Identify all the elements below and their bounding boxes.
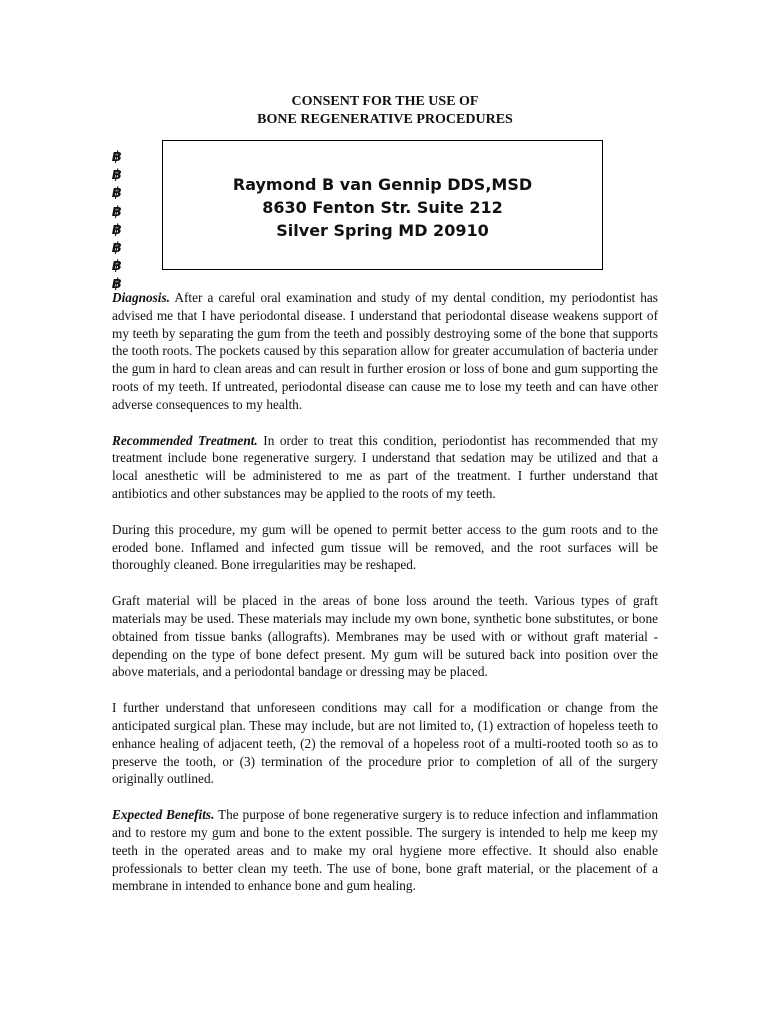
provider-name: Raymond B van Gennip DDS,MSD (232, 175, 533, 194)
paragraph-text: Graft material will be placed in the areas of bone loss around the teeth. Various types of graft materials may be used. These materials may include my own bone, synthetic bone substitutes, or bone obtained from tissue banks (allografts). Membranes may be used with or without graft material - depending on the type of bone defect present. My gum will be sutured back into position over the above materials, and a periodontal bandage or dressing may be placed. (112, 593, 658, 680)
paragraph-text: I further understand that unforeseen conditions may call for a modification or change from the anticipated surgical plan. These may include, but are not limited to, (1) extraction of hopeless teeth to enhance healing of adjacent teeth, (2) the removal of a hopeless root of a multi-rooted tooth so as to preserve the tooth, or (3) termination of the procedure prior to completion of all of the surgery originally outlined. (112, 700, 658, 787)
paragraph-procedure (112, 521, 658, 574)
paragraph-heading: Expected Benefits. (112, 807, 215, 823)
paragraph-text: In order to treat this condition, periodontist has recommended that my treatment include bone regenerative surgery. I understand that sedation may be utilized and that a local anesthetic will be administered to me as part of the treatment. I further understand that antibiotics and other substances may be applied to the roots of my teeth. (112, 432, 658, 501)
bullet-glyph: ฿ (112, 258, 122, 275)
bullet-glyph: ฿ (112, 203, 122, 220)
paragraph-heading: Recommended Treatment. (112, 432, 258, 448)
bullet-column (112, 148, 132, 294)
paragraph-heading: Diagnosis. (112, 290, 171, 305)
paragraph-text: The purpose of bone regenerative surgery is to reduce infection and inflammation and to restore my gum and bone to the extent possible. The surgery is intended to help me keep my teeth in the operated areas and to make my oral hygiene more effective. It should also enable professionals to better clean my teeth. The use of bone, bone graft material, or the placement of a membrane in intended to enhance bone and gum healing. (112, 807, 659, 894)
paragraph-diagnosis (112, 289, 658, 414)
paragraph-recommended-treatment (112, 432, 658, 503)
paragraph-graft-material (112, 592, 658, 681)
bullet-glyph: ฿ (112, 276, 122, 293)
provider-info-box (162, 140, 603, 270)
provider-city-state-zip: Silver Spring MD 20910 (276, 221, 489, 240)
document-title-line-1: CONSENT FOR THE USE OF (291, 94, 479, 109)
document-title-line-2: BONE REGENERATIVE PROCEDURES (257, 112, 513, 127)
consent-body (112, 289, 658, 913)
bullet-glyph: ฿ (112, 149, 122, 165)
paragraph-text: After a careful oral examination and study of my dental condition, my periodontist has advised me that I have periodontal disease. I understand that periodontal disease weakens support of my teeth by separating the gum from the teeth and possibly destroying some of the bone that supports the tooth roots. The pockets caused by this separation allow for greater accumulation of bacteria under the gum in hard to clean areas and can result in further erosion or loss of bone and gum supporting the roots of my teeth. If untreated, periodontal disease can cause me to lose my teeth and can have other adverse consequences to my health. (112, 290, 658, 412)
bullet-glyph: ฿ (112, 167, 122, 184)
bullet-glyph: ฿ (112, 221, 122, 238)
provider-street-address: 8630 Fenton Str. Suite 212 (262, 198, 503, 217)
bullet-glyph: ฿ (112, 185, 122, 202)
bullet-glyph: ฿ (112, 239, 122, 256)
paragraph-unforeseen-conditions (112, 699, 658, 788)
paragraph-text: During this procedure, my gum will be opened to permit better access to the gum roots and to the eroded bone. Inflamed and infected gum tissue will be removed, and the root surfaces will be thoroughly cleaned. Bone irregularities may be reshaped. (112, 521, 658, 573)
paragraph-expected-benefits (112, 806, 658, 895)
